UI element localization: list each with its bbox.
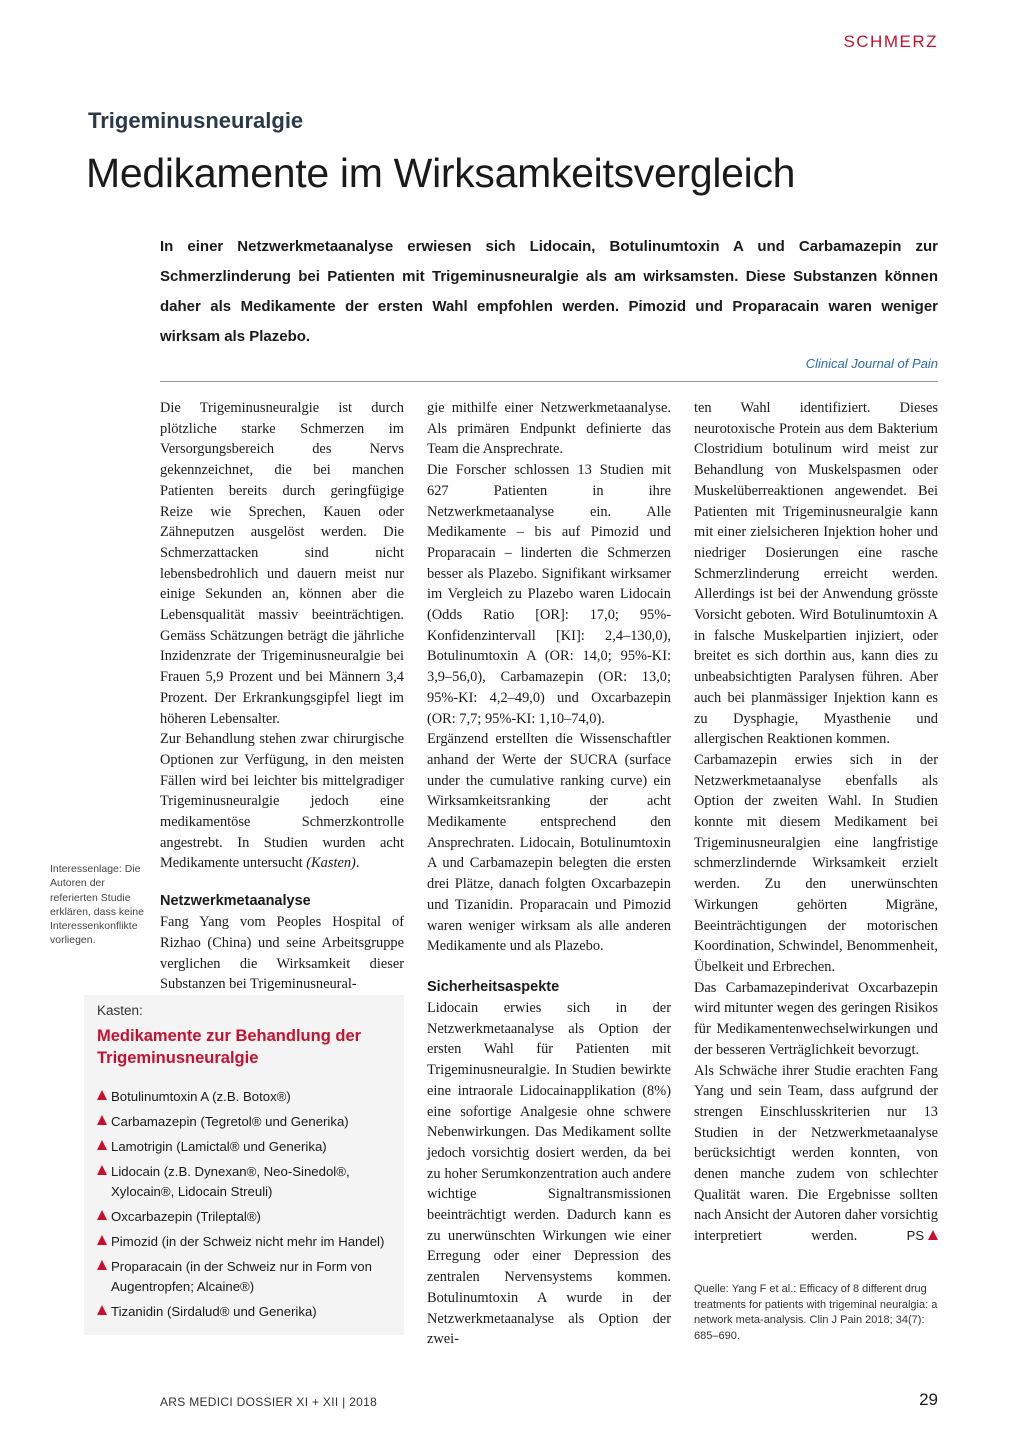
- page-number: 29: [919, 1390, 938, 1409]
- info-box-title: Medikamente zur Behandlung der Trigeminusneuralgie: [97, 1027, 362, 1067]
- triangle-bullet-icon: [97, 1115, 107, 1125]
- list-item: [97, 1087, 397, 1107]
- publication-footer: ARS MEDICI DOSSIER XI + XII | 2018: [160, 1395, 378, 1409]
- list-item-text: Oxcarbazepin (Trileptal®): [111, 1209, 261, 1224]
- info-box: [84, 995, 404, 1335]
- triangle-bullet-icon: [97, 1140, 107, 1150]
- list-item: [97, 1162, 397, 1202]
- triangle-bullet-icon: [97, 1210, 107, 1220]
- body-paragraph: Das Carbamazepinderivat Oxcarbazepin wird mitunter wegen des geringen Risikos für Medikamentenwechselwirkungen und der besseren Verträglichkeit bevorzugt.: [694, 979, 938, 1058]
- list-item: [97, 1257, 397, 1297]
- list-item: [97, 1302, 397, 1322]
- section-label: SCHMERZ: [843, 32, 938, 51]
- body-paragraph: Ergänzend erstellten die Wissenschaftler anhand der Werte der SUCRA (surface under the cumulative ranking curve) ein Wirksamkeitsranking der acht Medikamente entsprechend den Ansprechraten. Lidocain, Botulinumtoxin A und Carbamazepin belegten die ersten drei Plätze, danach folgten Oxcarbazepin und Tizanidin. Proparacain und Pimozid waren weniger wirksam als alle anderen Medikamente und als Plazebo.: [427, 731, 671, 955]
- margin-note: Interessenlage: Die Autoren der referierten Studie erklären, dass keine Interessenkonflikte vorliegen.: [50, 863, 144, 947]
- medication-list: [97, 1087, 397, 1327]
- body-paragraph: gie mithilfe einer Netzwerkmetaanalyse. Als primären Endpunkt definierte das Team die Ansprechrate.: [427, 400, 671, 458]
- text-column-2: [427, 398, 671, 1350]
- source-note: Quelle: Yang F et al.: Efficacy of 8 different drug treatments for patients with trigeminal neuralgia: a network meta-analysis. Clin J Pain 2018; 34(7): 685–690.: [694, 1283, 938, 1342]
- list-item-text: Botulinumtoxin A (z.B. Botox®): [111, 1089, 291, 1104]
- list-item: [97, 1137, 397, 1157]
- body-paragraph: ten Wahl identifiziert. Dieses neurotoxische Protein aus dem Bakterium Clostridium botulinum wird meist zur Behandlung von Muskelspasmen oder Muskelüberreaktionen angewendet. Bei Patienten mit Trigeminusneuralgie kann mit einer zielsicheren Injektion hoher und niedriger Dosierungen eine rasche Schmerzlinderung erreicht werden. Allerdings ist bei der Anwendung grösste Vorsicht geboten. Wird Botulinumtoxin A in falsche Muskelpartien injiziert, oder breitet es sich dorthin aus, kann dies zu unbeabsichtigten Paralysen führen. Aber auch bei planmässiger Injektion kann es zu Dysphagie, Myasthenie und allergischen Reaktionen kommen.: [694, 400, 938, 748]
- lead-paragraph: In einer Netzwerkmetaanalyse erwiesen sich Lidocain, Botulinumtoxin A und Carbamazepin zur Schmerzlinderung bei Patienten mit Trigeminusneuralgie als am wirksamsten. Diese Substanzen können daher als Medikamente der ersten Wahl empfohlen werden. Pimozid und Proparacain waren weniger wirksam als Plazebo.: [160, 238, 938, 345]
- info-box-label: Kasten:: [97, 1003, 143, 1018]
- header-divider: [160, 381, 938, 382]
- page-title: Medikamente im Wirksamkeitsvergleich: [86, 150, 796, 196]
- triangle-bullet-icon: [97, 1260, 107, 1270]
- triangle-bullet-icon: [97, 1305, 107, 1315]
- body-paragraph: [160, 729, 404, 874]
- body-text: Als Schwäche ihrer Studie erachten Fang Yang und sein Team, dass aufgrund der strengen Einschlusskriterien nur 13 Studien in der Netzwerkmetaanalyse berücksichtigt werden konnten, von denen manche zudem von schlechter Qualität waren. Die Ergebnisse sollten nach Ansicht der Autoren daher vorsichtig interpretiert werden.: [694, 1062, 938, 1245]
- body-text: Zur Behandlung stehen zwar chirurgische Optionen zur Verfügung, in den meisten Fällen wird bei leichter bis mittelgradiger Trigeminusneuralgie jedoch eine medikamentöse Schmerzkontrolle angestrebt. In Studien wurden acht Medikamente untersucht: [160, 731, 404, 872]
- list-item-text: Lidocain (z.B. Dynexan®, Neo-Sinedol®, Xylocain®, Lidocain Streuli): [111, 1164, 350, 1199]
- subheading-netzwerkmetaanalyse: Netzwerkmetaanalyse: [160, 893, 311, 910]
- triangle-bullet-icon: [97, 1165, 107, 1175]
- list-item-text: Lamotrigin (Lamictal® und Generika): [111, 1139, 327, 1154]
- author-signature: PS: [906, 1228, 924, 1244]
- list-item: [97, 1112, 397, 1132]
- list-item-text: Pimozid (in der Schweiz nicht mehr im Handel): [111, 1234, 385, 1249]
- text-column-3: [694, 398, 938, 1247]
- body-paragraph: Carbamazepin erwies sich in der Netzwerkmetaanalyse ebenfalls als Option der zweiten Wahl. In Studien konnte mit diesem Medikament bei Trigeminusneuralgien eine langfristige schmerzlindernde Wirksamkeit erzielt werden. Zu den unerwünschten Wirkungen gehörten Migräne, Beeinträchtigungen der motorischen Koordination, Schwindel, Benommenheit, Übelkeit und Erbrechen.: [694, 751, 938, 975]
- kasten-reference: (Kasten): [306, 855, 356, 872]
- body-paragraph: Lidocain erwies sich in der Netzwerkmetaanalyse als Option der ersten Wahl für Patienten mit Trigeminusneuralgie. In Studien bewirkte eine intraorale Lidocainapplikation (8%) eine sofortige Analgesie ohne schwere Nebenwirkungen. Das Medikament sollte jedoch vorsichtig dosiert werden, da bei zu hoher Serumkonzentration auch andere wichtige Signaltransmissionen beeinträchtigt werden. Dadurch kann es zu unerwünschten Wirkungen wie einer Erregung oder einer Depression des zentralen Nervensystems kommen. Botulinumtoxin A wurde in der Netzwerkmetaanalyse als Option der zwei-: [427, 999, 671, 1348]
- body-text: .: [355, 855, 360, 872]
- text-column-1: [160, 398, 404, 995]
- list-item-text: Proparacain (in der Schweiz nur in Form von Augentropfen; Alcaine®): [111, 1259, 372, 1294]
- body-paragraph: Die Trigeminusneuralgie ist durch plötzliche starke Schmerzen im Versorgungsbereich des Nervs gekennzeichnet, die bei manchen Patienten bereits durch geringfügige Reize wie Sprechen, Kauen oder Zähneputzen ausgelöst werden. Die Schmerzattacken sind nicht lebensbedrohlich und dauern meist nur einige Sekunden an, können aber die Lebensqualität massiv beeinträchtigen. Gemäss Schätzungen beträgt die jährliche Inzidenzrate der Trigeminusneuralgie bei Frauen 5,9 Prozent und bei Männern 3,4 Prozent. Der Erkrankungsgipfel liegt im höheren Lebensalter.: [160, 400, 404, 727]
- list-item: [97, 1207, 397, 1227]
- list-item-text: Tizanidin (Sirdalud® und Generika): [111, 1304, 317, 1319]
- subheading-sicherheitsaspekte: Sicherheitsaspekte: [427, 978, 560, 995]
- end-triangle-icon: [928, 1230, 938, 1240]
- article-kicker: Trigeminusneuralgie: [88, 108, 304, 133]
- body-paragraph: Die Forscher schlossen 13 Studien mit 627 Patienten in ihre Netzwerkmetaanalyse ein. Alle Medikamente – bis auf Pimozid und Proparacain – linderten die Schmerzen besser als Plazebo. Signifikant wirksamer im Vergleich zu Plazebo waren Lidocain (Odds Ratio [OR]: 17,0; 95%-Konfidenzintervall [KI]: 2,4–130,0), Botulinumtoxin A (OR: 14,0; 95%-KI: 3,9–56,0), Carbamazepin (OR: 13,0; 95%-KI: 4,2–49,0) und Oxcarbazepin (OR: 7,7; 95%-KI: 1,10–74,0).: [427, 462, 671, 727]
- body-paragraph: [694, 1061, 938, 1247]
- list-item-text: Carbamazepin (Tegretol® und Generika): [111, 1114, 349, 1129]
- body-paragraph: Fang Yang vom Peoples Hospital of Rizhao (China) und seine Arbeitsgruppe verglichen die Wirksamkeit dieser Substanzen bei Trigeminusneural-: [160, 914, 404, 993]
- list-item: [97, 1232, 397, 1252]
- triangle-bullet-icon: [97, 1090, 107, 1100]
- lead-source: Clinical Journal of Pain: [805, 356, 938, 371]
- triangle-bullet-icon: [97, 1235, 107, 1245]
